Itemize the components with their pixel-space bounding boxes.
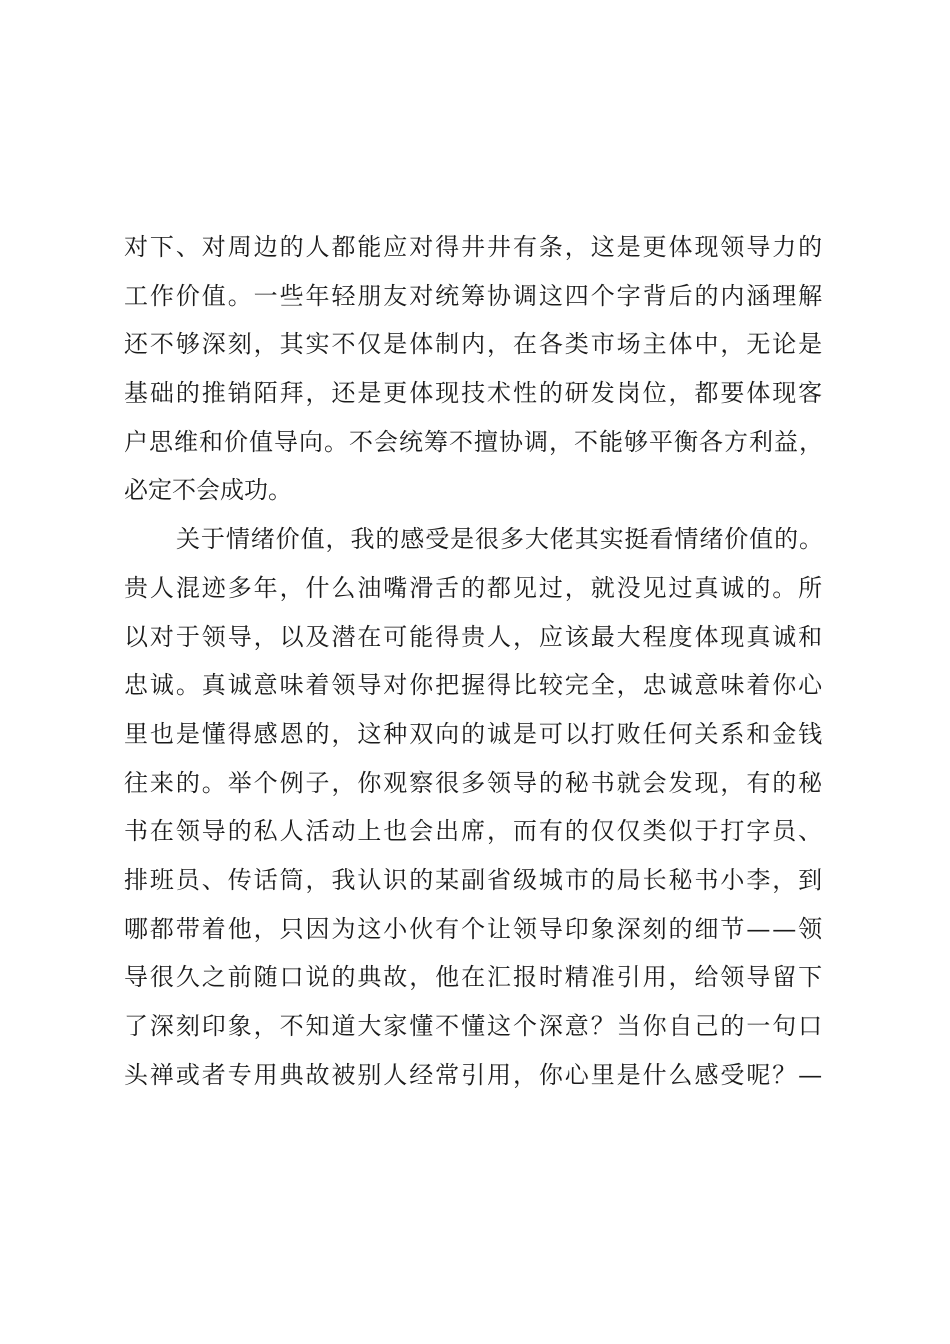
- text-line: 里也是懂得感恩的，这种双向的诚是可以打败任何关系和金钱: [124, 719, 825, 748]
- text-line: 头禅或者专用典故被别人经常引用，你心里是什么感受呢？—: [124, 1060, 825, 1089]
- text-line: 还不够深刻，其实不仅是体制内，在各类市场主体中，无论是: [124, 330, 825, 359]
- text-line: 工作价值。一些年轻朋友对统筹协调这四个字背后的内涵理解: [124, 281, 825, 310]
- text-line: 了深刻印象，不知道大家懂不懂这个深意？当你自己的一句口: [124, 1012, 825, 1040]
- text-line: 忠诚。真诚意味着领导对你把握得比较完全，忠诚意味着你心: [124, 671, 825, 700]
- text-line: 哪都带着他，只因为这小伙有个让领导印象深刻的细节——领: [124, 914, 825, 943]
- text-line: 基础的推销陌拜，还是更体现技术性的研发岗位，都要体现客: [124, 379, 825, 408]
- text-line: 导很久之前随口说的典故，他在汇报时精准引用，给领导留下: [124, 963, 825, 992]
- text-line: 必定不会成功。: [124, 476, 292, 505]
- text-line: 书在领导的私人活动上也会出席，而有的仅仅类似于打字员、: [124, 817, 825, 846]
- paragraph-start-line: 关于情绪价值，我的感受是很多大佬其实挺看情绪价值的。: [176, 525, 824, 554]
- text-line: 对下、对周边的人都能应对得井井有条，这是更体现领导力的: [124, 233, 825, 261]
- text-line: 户思维和价值导向。不会统筹不擅协调，不能够平衡各方利益，: [124, 427, 824, 456]
- text-line: 排班员、传话筒，我认识的某副省级城市的局长秘书小李，到: [124, 865, 825, 894]
- text-line: 贵人混迹多年，什么油嘴滑舌的都见过，就没见过真诚的。所: [124, 573, 825, 602]
- body-text: [124, 223, 824, 1099]
- text-line: 以对于领导，以及潜在可能得贵人，应该最大程度体现真诚和: [124, 622, 825, 651]
- text-line: 往来的。举个例子，你观察很多领导的秘书就会发现，有的秘: [124, 768, 825, 797]
